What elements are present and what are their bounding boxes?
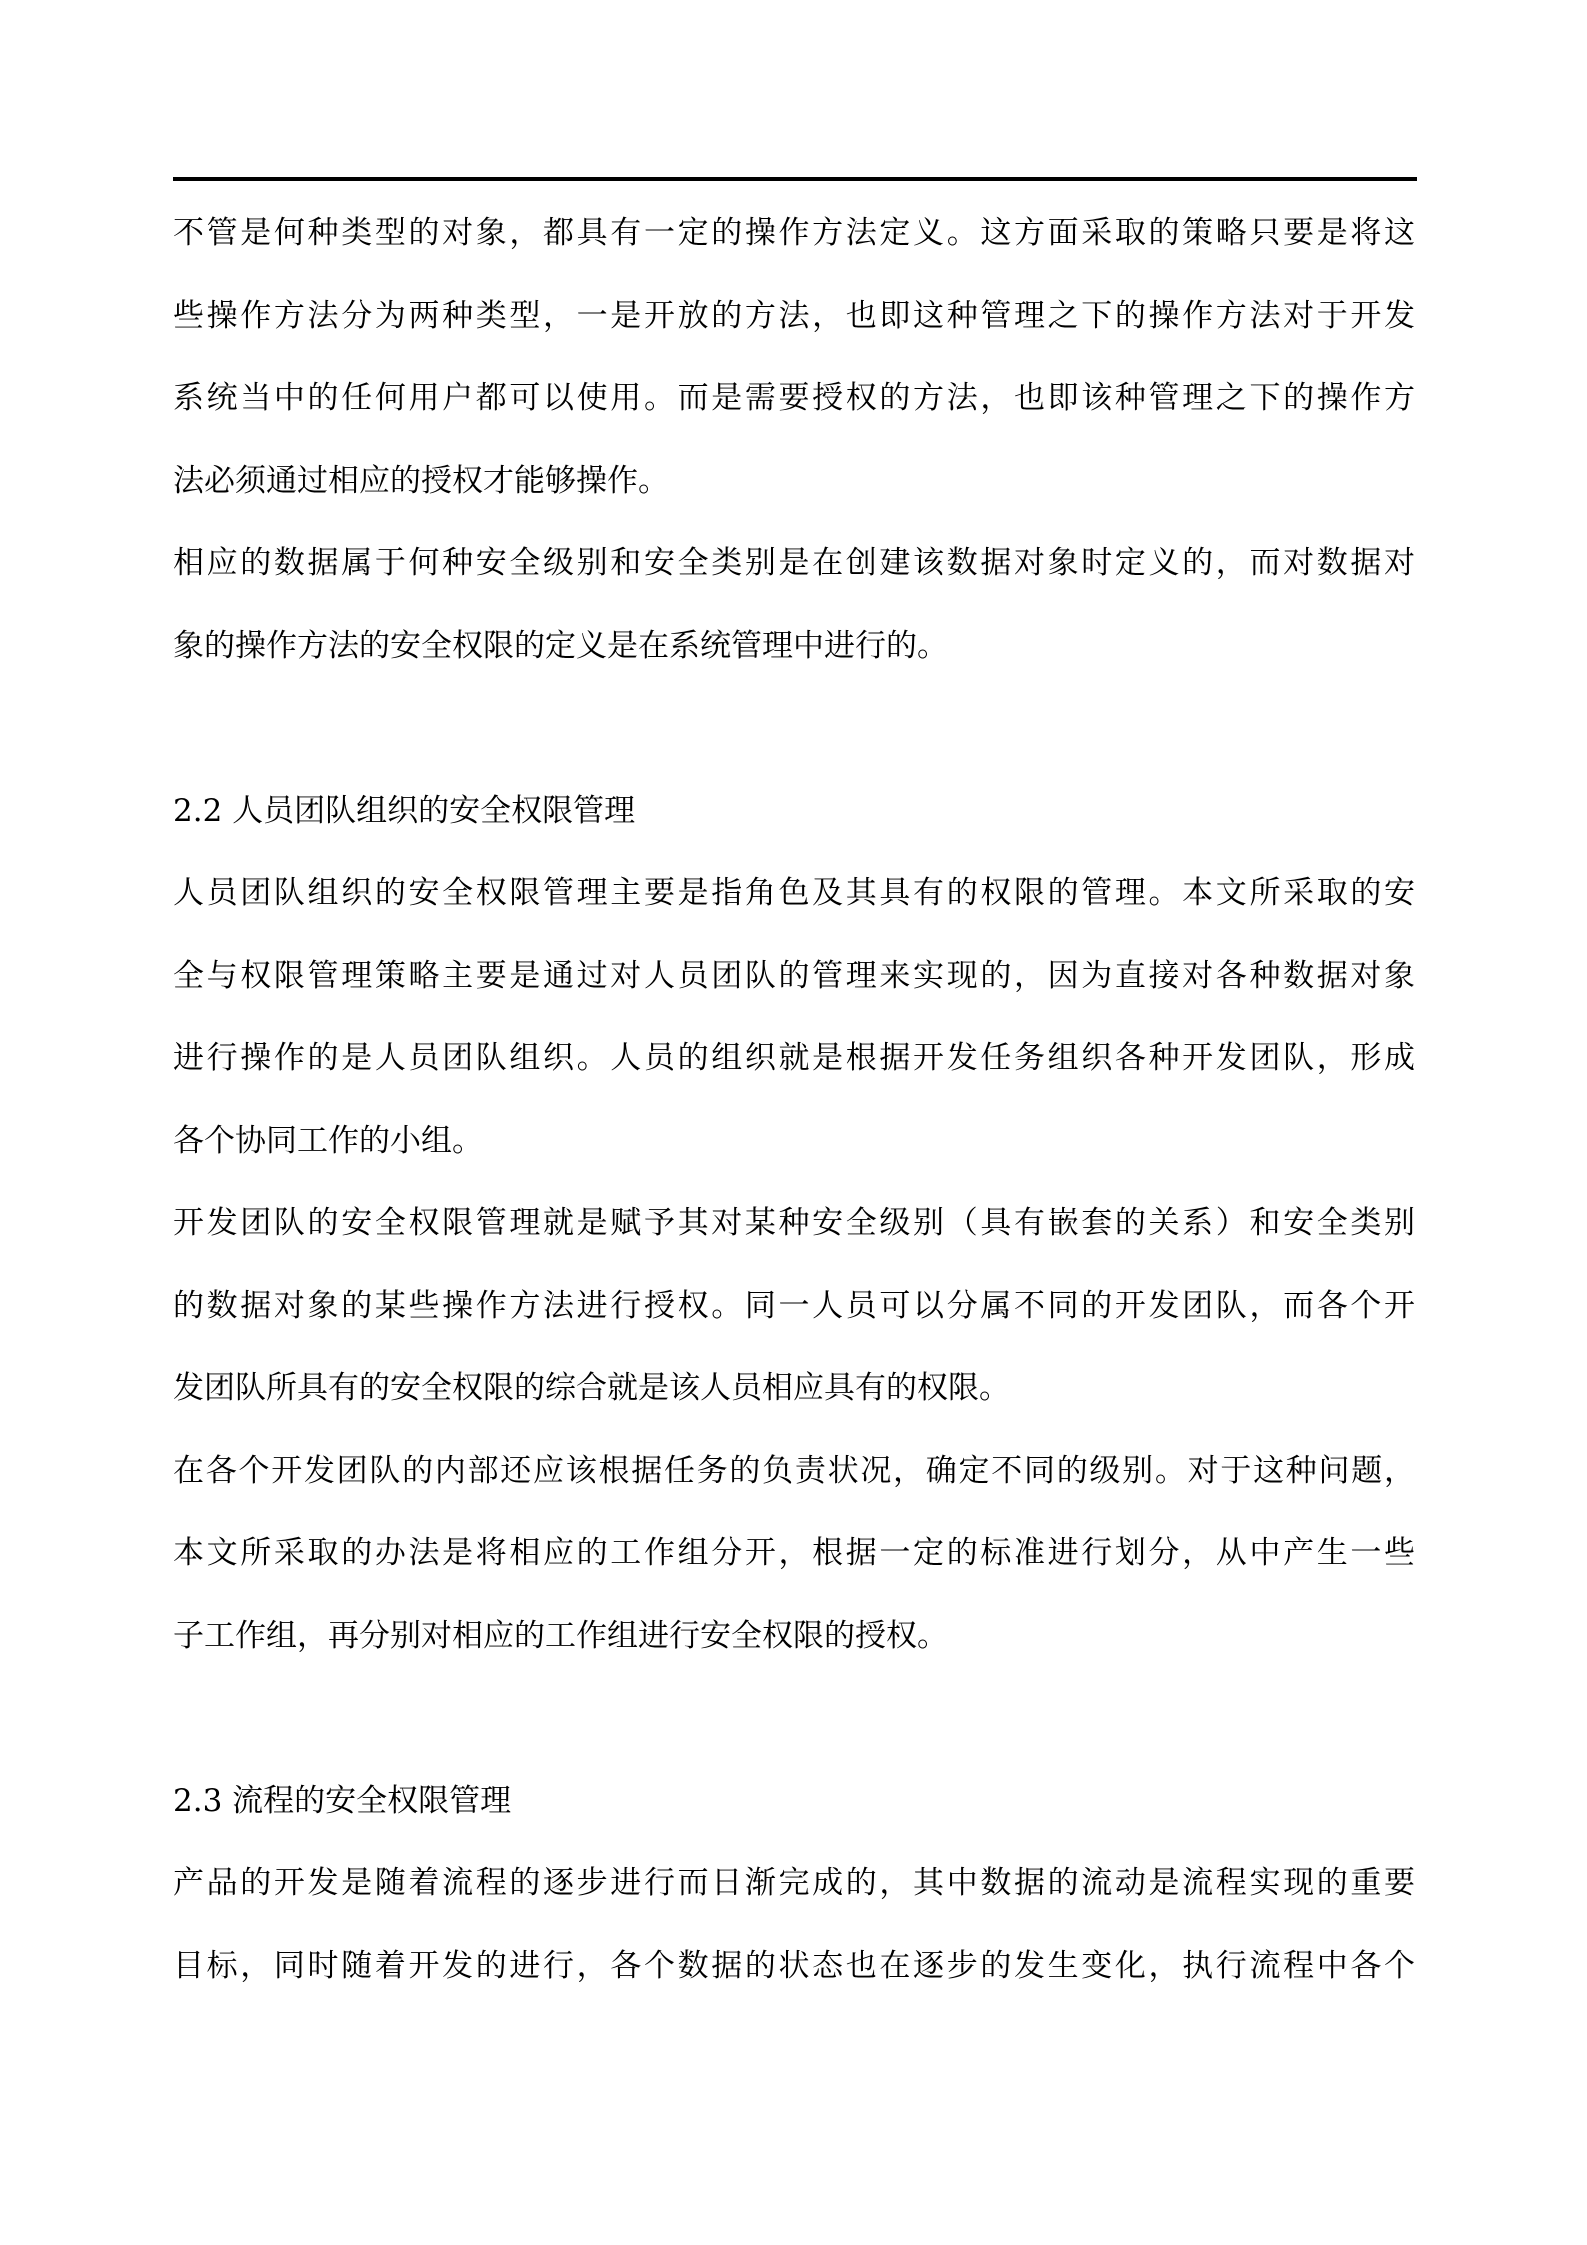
blank-line bbox=[173, 1677, 1415, 1760]
text-line: 的数据对象的某些操作方法进行授权。同一人员可以分属不同的开发团队，而各个开 bbox=[173, 1287, 1415, 1324]
text-line: 系统当中的任何用户都可以使用。而是需要授权的方法，也即该种管理之下的操作方 bbox=[173, 380, 1415, 416]
text-line: 进行操作的是人员团队组织。人员的组织就是根据开发任务组织各种开发团队，形成 bbox=[173, 1040, 1415, 1076]
page-content bbox=[173, 192, 1415, 2007]
text-line: 发团队所具有的安全权限的综合就是该人员相应具有的权限。 bbox=[173, 1370, 1010, 1406]
text-line: 相应的数据属于何种安全级别和安全类别是在创建该数据对象时定义的，而对数据对 bbox=[173, 545, 1415, 581]
text-line: 全与权限管理策略主要是通过对人员团队的管理来实现的，因为直接对各种数据对象 bbox=[173, 957, 1415, 994]
text-line: 开发团队的安全权限管理就是赋予其对某种安全级别（具有嵌套的关系）和安全类别 bbox=[173, 1205, 1415, 1241]
section-heading-2-2: 2.2 人员团队组织的安全权限管理 bbox=[173, 792, 636, 829]
blank-line bbox=[173, 687, 1415, 770]
paragraph bbox=[173, 1430, 1415, 1678]
text-line: 本文所采取的办法是将相应的工作组分开，根据一定的标准进行划分，从中产生一些 bbox=[173, 1535, 1415, 1571]
text-line: 人员团队组织的安全权限管理主要是指角色及其具有的权限的管理。本文所采取的安 bbox=[173, 875, 1415, 911]
text-line: 各个协同工作的小组。 bbox=[173, 1122, 483, 1159]
text-line: 产品的开发是随着流程的逐步进行而日渐完成的，其中数据的流动是流程实现的重要 bbox=[173, 1865, 1415, 1901]
text-line: 目标，同时随着开发的进行，各个数据的状态也在逐步的发生变化，执行流程中各个 bbox=[173, 1947, 1415, 1984]
text-line: 象的操作方法的安全权限的定义是在系统管理中进行的。 bbox=[173, 627, 948, 664]
paragraph bbox=[173, 852, 1415, 1182]
text-line: 不管是何种类型的对象，都具有一定的操作方法定义。这方面采取的策略只要是将这 bbox=[173, 215, 1415, 251]
paragraph bbox=[173, 192, 1415, 522]
text-line: 在各个开发团队的内部还应该根据任务的负责状况，确定不同的级别。对于这种问题， bbox=[173, 1452, 1415, 1489]
text-line: 些操作方法分为两种类型，一是开放的方法，也即这种管理之下的操作方法对于开发 bbox=[173, 297, 1415, 334]
text-line: 子工作组，再分别对相应的工作组进行安全权限的授权。 bbox=[173, 1617, 948, 1654]
header-rule bbox=[173, 177, 1417, 181]
paragraph bbox=[173, 522, 1415, 687]
section-heading-2-3: 2.3 流程的安全权限管理 bbox=[173, 1782, 512, 1819]
paragraph bbox=[173, 1842, 1415, 2007]
text-line: 法必须通过相应的授权才能够操作。 bbox=[173, 462, 669, 499]
paragraph bbox=[173, 1182, 1415, 1430]
